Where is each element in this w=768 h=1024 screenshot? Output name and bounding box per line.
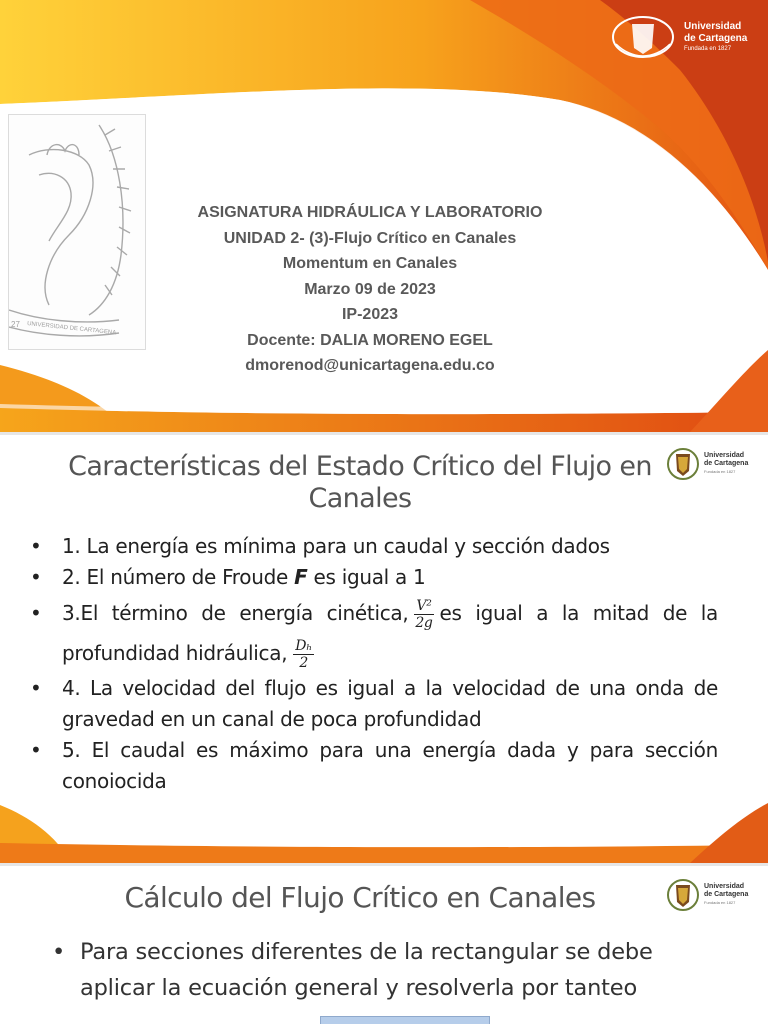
crest-icon	[9, 115, 145, 349]
list-item	[30, 531, 718, 562]
bullet-icon: •	[52, 939, 66, 965]
university-crest	[8, 114, 146, 350]
kinetic-energy-fraction	[414, 598, 433, 631]
slide-title	[40, 451, 680, 515]
course-title: ASIGNATURA HIDRÁULICA Y LABORATORIO	[197, 204, 543, 221]
fraction-numerator: V²	[416, 598, 432, 614]
university-logo	[610, 14, 747, 60]
list-item	[30, 673, 718, 735]
slide-title: Cálculo del Flujo Crítico en Canales	[124, 881, 596, 914]
unit-title: UNIDAD 2- (3)-Flujo Crítico en Canales	[223, 229, 517, 247]
date-text: Marzo 09 de 2023	[304, 280, 436, 298]
item-text: 4. La velocidad del flujo es igual a la velocidad de una onda de gravedad en un canal de poca profundidad	[62, 676, 718, 731]
item-text: 3.El término de energía cinética,	[62, 601, 409, 625]
fraction-denominator: 2g	[415, 615, 433, 631]
seal-icon	[666, 878, 700, 912]
crest-caption: UNIVERSIDAD DE CARTAGENA	[26, 321, 117, 337]
list-item	[30, 735, 718, 797]
logo-line2: de Cartagena	[704, 460, 749, 467]
logo-line2: de Cartagena	[684, 32, 748, 44]
logo-line3: Fundada en 1827	[684, 45, 732, 52]
equation-box	[320, 1016, 490, 1024]
item-text: es igual a la mitad de la profundidad hidráulica,	[62, 601, 718, 665]
title-text-block	[150, 200, 590, 379]
crest-number: 27	[11, 320, 20, 329]
teacher-text: Docente: DALIA MORENO EGEL	[247, 331, 493, 349]
list-item	[30, 562, 718, 593]
item-text: 1. La energía es mínima para un caudal y sección dados	[62, 534, 610, 558]
logo-line2: de Cartagena	[704, 891, 749, 898]
slide-title-line2: Canales	[308, 483, 412, 514]
topic-title: Momentum en Canales	[282, 255, 458, 272]
bullet-item	[52, 934, 732, 1006]
item-text: 2. El número de Froude	[62, 565, 295, 589]
fraction-numerator: Dₕ	[295, 638, 312, 654]
university-logo	[666, 878, 748, 912]
logo-line1: Universidad	[704, 883, 745, 890]
calculation-slide	[0, 866, 768, 1024]
logo-line3: Fundada en 1827	[704, 900, 736, 905]
characteristics-slide	[0, 435, 768, 863]
seal-icon	[610, 14, 676, 60]
logo-line1: Universidad	[704, 452, 745, 459]
seal-icon	[666, 447, 700, 481]
period-text: IP-2023	[341, 306, 399, 323]
froude-symbol: F	[294, 565, 308, 589]
logo-line3: Fundada en 1827	[704, 469, 736, 474]
title-slide	[0, 0, 768, 432]
item-text: es igual a 1	[307, 565, 426, 589]
fraction-denominator: 2	[299, 655, 308, 671]
hydraulic-depth-fraction	[293, 638, 314, 671]
item-text: 5. El caudal es máximo para una energía dada y para sección conoiocida	[62, 738, 718, 793]
bullet-text: Para secciones diferentes de la rectangular se debe aplicar la ecuación general y resolverla por tanteo	[80, 939, 653, 1001]
university-logo	[666, 447, 748, 481]
email-text: dmorenod@unicartagena.edu.co	[245, 357, 495, 374]
slide-title-line1: Características del Estado Crítico del Flujo en	[68, 451, 652, 482]
logo-line1: Universidad	[684, 20, 742, 32]
list-item	[30, 593, 718, 673]
characteristics-list	[30, 531, 718, 797]
